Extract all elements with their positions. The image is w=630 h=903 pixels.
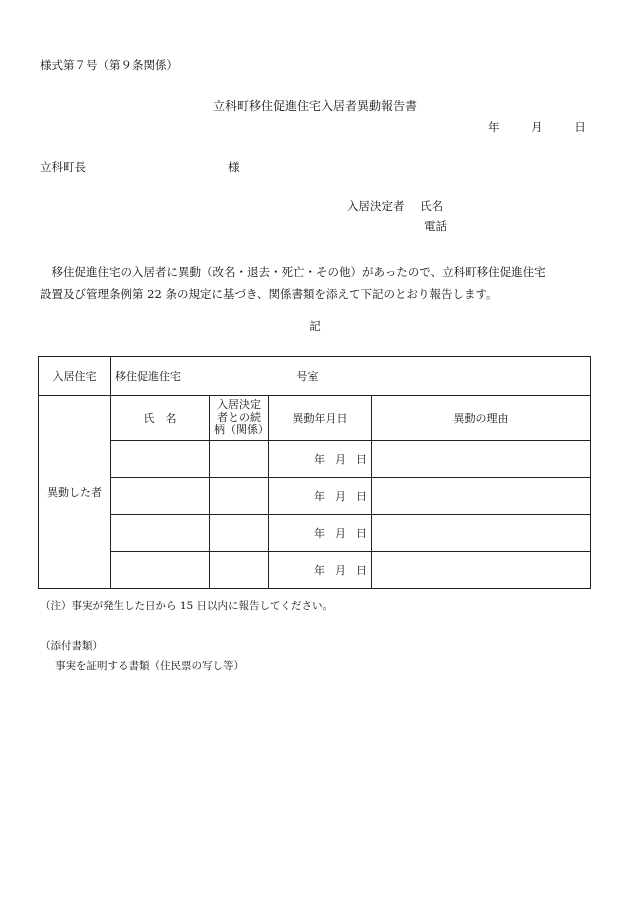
- relation-cell[interactable]: [210, 441, 269, 478]
- reason-cell[interactable]: [372, 478, 591, 515]
- table-row: [39, 552, 591, 589]
- date-cell[interactable]: [269, 478, 372, 515]
- reason-cell[interactable]: [372, 515, 591, 552]
- addressee: [40, 160, 240, 175]
- applicant-line: [347, 200, 443, 214]
- date-cell-year: 年: [314, 527, 325, 540]
- date-cell-day: 日: [356, 453, 367, 466]
- date-cell-year: 年: [314, 453, 325, 466]
- date-cell[interactable]: [269, 552, 372, 589]
- housing-value-cell[interactable]: [111, 357, 591, 396]
- col-date-header: 異動年月日: [269, 396, 372, 441]
- report-table: [38, 356, 591, 589]
- col-relation-line-1: 入居決定: [217, 398, 261, 412]
- addressee-name: 立科町長: [40, 160, 86, 174]
- addressee-honorific: 様: [228, 160, 240, 174]
- date-cell-day: 日: [356, 527, 367, 540]
- name-cell[interactable]: [111, 552, 210, 589]
- housing-label: 入居住宅: [39, 357, 111, 396]
- col-reason-header: 異動の理由: [372, 396, 591, 441]
- relation-cell[interactable]: [210, 552, 269, 589]
- date-cell-day: 日: [356, 564, 367, 577]
- applicant-role: 入居決定者: [347, 199, 405, 213]
- attachments-item: 事実を証明する書類（住民票の写し等）: [55, 660, 244, 672]
- date-day-label: 日: [574, 120, 586, 134]
- name-cell[interactable]: [111, 515, 210, 552]
- reason-cell[interactable]: [372, 441, 591, 478]
- date-cell-year: 年: [314, 564, 325, 577]
- moved-person-label: 異動した者: [39, 396, 111, 589]
- name-cell[interactable]: [111, 478, 210, 515]
- body-line-2: 設置及び管理条例第 22 条の規定に基づき、関係書類を添えて下記のとおり報告します。: [40, 287, 498, 301]
- housing-row: [39, 357, 591, 396]
- table-row: [39, 441, 591, 478]
- date-cell-month: 月: [335, 527, 346, 540]
- table-row: [39, 478, 591, 515]
- date-cell-year: 年: [314, 490, 325, 503]
- applicant-name-label: 氏名: [420, 199, 444, 213]
- room-label: 号室: [296, 370, 319, 383]
- date-cell-month: 月: [335, 564, 346, 577]
- form-number: 様式第７号（第９条関係）: [40, 58, 178, 72]
- date-year-label: 年: [488, 120, 500, 134]
- relation-cell[interactable]: [210, 478, 269, 515]
- ki-heading: 記: [309, 319, 321, 333]
- date-line: [488, 121, 586, 135]
- date-cell-month: 月: [335, 453, 346, 466]
- applicant-phone-label: 電話: [424, 219, 447, 233]
- col-relation-line-3: 柄（関係）: [214, 423, 269, 437]
- date-cell-day: 日: [356, 490, 367, 503]
- housing-value: 移住促進住宅: [115, 370, 181, 383]
- date-cell-month: 月: [335, 490, 346, 503]
- document-title: 立科町移住促進住宅入居者異動報告書: [212, 99, 417, 113]
- col-relation-header: [210, 396, 269, 441]
- note: （注）事実が発生した日から 15 日以内に報告してください。: [40, 600, 334, 612]
- body-line-1: 移住促進住宅の入居者に異動（改名・退去・死亡・その他）があったので、立科町移住促進住宅: [40, 265, 546, 279]
- col-relation-line-2: 者との続: [217, 410, 261, 424]
- name-cell[interactable]: [111, 441, 210, 478]
- relation-cell[interactable]: [210, 515, 269, 552]
- date-month-label: 月: [531, 120, 543, 134]
- reason-cell[interactable]: [372, 552, 591, 589]
- attachments-title: （添付書類）: [40, 640, 103, 652]
- column-header-row: [39, 396, 591, 441]
- col-name-header: 氏 名: [111, 396, 210, 441]
- date-cell[interactable]: [269, 441, 372, 478]
- body-text: [40, 261, 546, 305]
- table-row: [39, 515, 591, 552]
- date-cell[interactable]: [269, 515, 372, 552]
